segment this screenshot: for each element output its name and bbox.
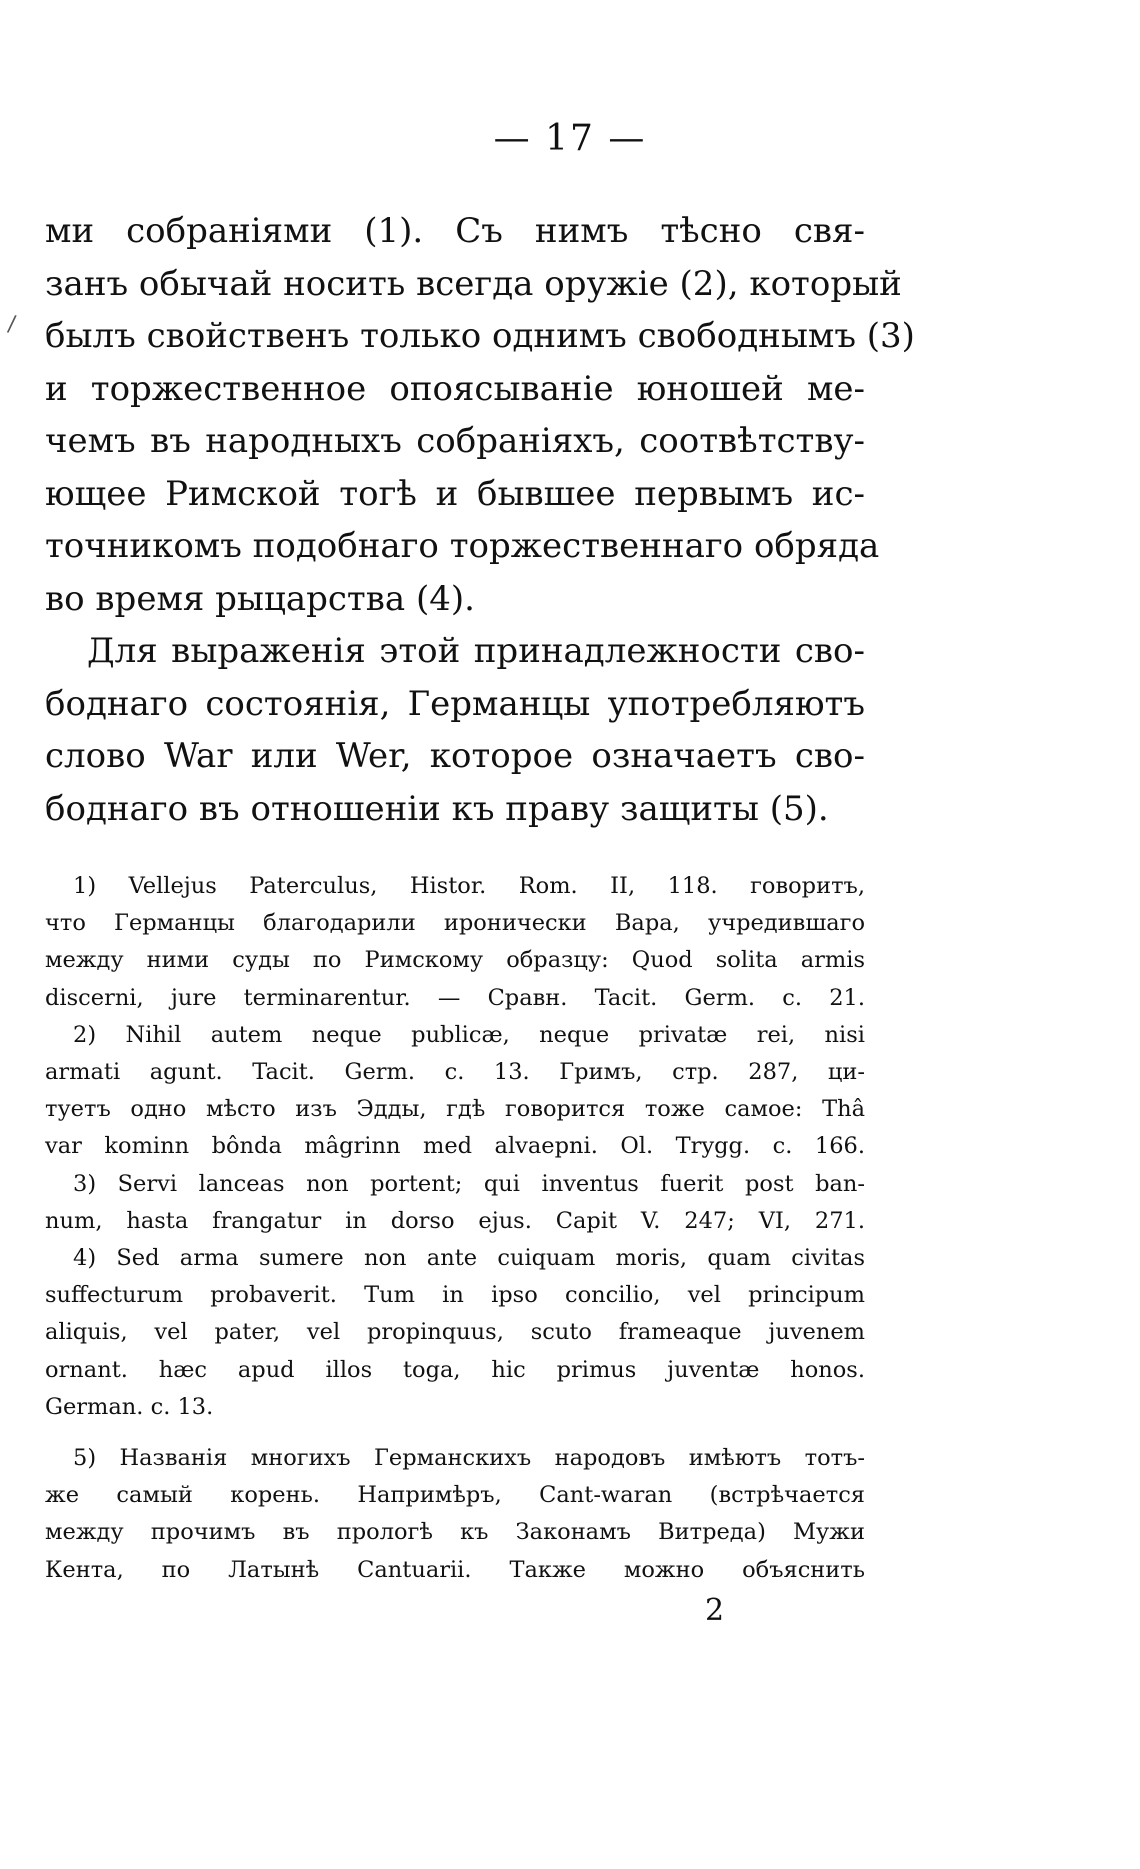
text-line: ми собраніями (1). Съ нимъ тѣсно свя-: [45, 211, 865, 251]
footnote-line: 5) Названія многихъ Германскихъ народовъ имѣютъ тотъ-: [73, 1445, 865, 1472]
footnote-line: ornant. hæc apud illos toga, hic primus juventæ honos.: [45, 1356, 865, 1383]
footnote-line: German. c. 13.: [45, 1393, 214, 1420]
footnote-1: [45, 868, 865, 1017]
footnote-line: aliquis, vel pater, vel propinquus, scuto frameaque juvenem: [45, 1319, 865, 1346]
page-number-header: — 17 —: [493, 118, 647, 159]
footnotes-block: [45, 868, 865, 1589]
text-line: боднаго въ отношеніи къ праву защиты (5).: [45, 788, 829, 829]
signature-mark: 2: [705, 1593, 725, 1628]
footnote-5: [45, 1440, 865, 1589]
text-line: чемъ въ народныхъ собраніяхъ, соотвѣтству-: [45, 421, 865, 461]
text-line: боднаго состоянія, Германцы употребляютъ: [45, 683, 865, 724]
footnote-2: [45, 1017, 865, 1166]
text-line: точникомъ подобнаго торжественнаго обряда: [45, 526, 880, 566]
margin-pencil-mark: /: [6, 311, 18, 338]
footnote-line: Кента, по Латынѣ Cantuarii. Также можно объяснить: [45, 1556, 865, 1583]
footnote-line: между ними суды по Римскому образцу: Quod solita armis: [45, 947, 865, 974]
text-line: во время рыцарства (4).: [45, 578, 475, 619]
text-line: Для выраженія этой принадлежности сво-: [87, 631, 865, 671]
footnote-line: что Германцы благодарили иронически Вара, учредившаго: [45, 910, 865, 937]
text-line: занъ обычай носить всегда оружіе (2), который: [45, 263, 902, 304]
footnote-line: 3) Servi lanceas non portent; qui inventus fuerit post ban-: [73, 1170, 865, 1197]
footnote-line: же самый корень. Напримѣръ, Cant-waran (встрѣчается: [45, 1482, 865, 1509]
footnote-line: туетъ одно мѣсто изъ Эдды, гдѣ говорится тоже самое: Thâ: [45, 1096, 865, 1123]
main-text-block: [45, 205, 915, 835]
text-line: и торжественное опоясываніе юношей ме-: [45, 368, 865, 409]
footnote-line: num, hasta frangatur in dorso ejus. Capit V. 247; VI, 271.: [45, 1207, 865, 1234]
footnote-line: discerni, jure terminarentur. — Сравн. Tacit. Germ. c. 21.: [45, 984, 865, 1011]
text-line: слово War или Wer, которое означаетъ сво-: [45, 736, 865, 776]
text-line: былъ свойственъ только однимъ свободнымъ (3): [45, 316, 915, 356]
footnote-line: между прочимъ въ прологѣ къ Законамъ Витреда) Мужи: [45, 1519, 865, 1546]
footnote-line: 1) Vellejus Paterculus, Histor. Rom. II, 118. говоритъ,: [73, 873, 865, 899]
footnote-3: [45, 1166, 865, 1240]
text-line: ющее Римской тогѣ и бывшее первымъ ис-: [45, 473, 865, 514]
footnote-line: 2) Nihil autem neque publicæ, neque privatæ rei, nisi: [73, 1021, 865, 1048]
footnote-4: [45, 1240, 865, 1426]
footnote-line: suffecturum probaverit. Tum in ipso concilio, vel principum: [45, 1282, 865, 1309]
footnote-line: 4) Sed arma sumere non ante cuiquam moris, quam civitas: [73, 1245, 865, 1272]
footnote-line: armati agunt. Tacit. Germ. c. 13. Гримъ, стр. 287, ци-: [45, 1059, 865, 1086]
footnote-line: var kominn bônda mâgrinn med alvaepni. Ol. Trygg. c. 166.: [45, 1133, 865, 1160]
